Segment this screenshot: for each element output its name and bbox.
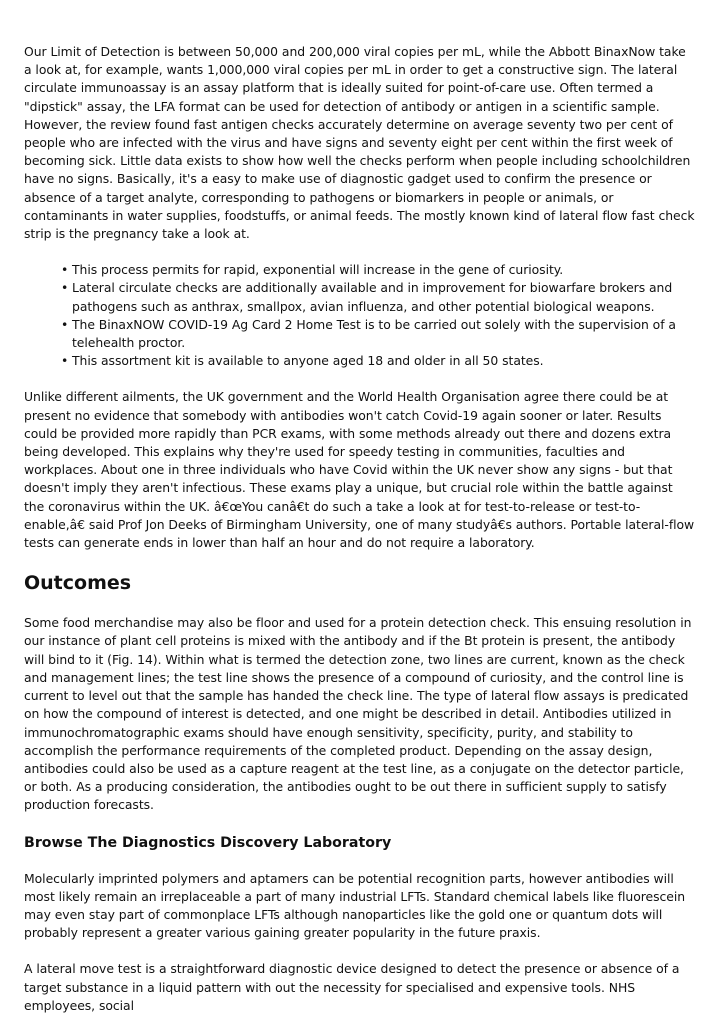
outcomes-heading: Outcomes xyxy=(24,572,132,595)
bullet-list xyxy=(24,261,696,370)
intro-paragraph: Our Limit of Detection is between 50,000 and 200,000 viral copies per mL, while the Abbott BinaxNow take a look at, for example, wants 1,000,000 viral copies per mL in order to get a constructive sign. The lateral circulate immunoassay is an assay platform that is ideally suited for point-of-care use. Often termed a "dipstick" assay, the LFA format can be used for detection of antibody or antigen in a scientific sample. However, the review found fast antigen checks accurately determine on average seventy two per cent of people who are infected with the virus and have signs and seventy eight per cent within the first week of becoming sick. Little data exists to show how well the checks perform when people including schoolchildren have no signs. Basically, it's a easy to make use of diagnostic gadget used to confirm the presence or absence of a target analyte, corresponding to pathogens or biomarkers in people or animals, or contaminants in water supplies, foodstuffs, or animal feeds. The mostly known kind of lateral flow fast check strip is the pregnancy take a look at. xyxy=(24,44,695,242)
uk-government-paragraph: Unlike different ailments, the UK government and the World Health Organisation agree there could be at present no evidence that somebody with antibodies won't catch Covid-19 again sooner or later. Results could be provided more rapidly than PCR exams, with some methods already out there and dozens extra being developed. This explains why they're used for speedy testing in communities, faculties and workplaces. About one in three individuals who have Covid within the UK never show any signs - but that doesn't imply they aren't infectious. These exams play a unique, but crucial role within the battle against the coronavirus within the UK. â€œYou canâ€t do such a take a look at for test-to-release or test-to-enable,â€ said Prof Jon Deeks of Birmingham University, one of many studyâ€s authors. Portable lateral-flow tests can generate ends in lower than half an hour and do not require a laboratory. xyxy=(24,389,695,551)
lateral-move-paragraph: A lateral move test is a straightforward diagnostic device designed to detect the presence or absence of a target substance in a liquid pattern with out the necessity for specialised and expensive tools. NHS employees, social xyxy=(24,961,680,1013)
paragraph-spacer xyxy=(24,942,696,960)
list-item: • This assortment kit is available to anyone aged 18 and older in all 50 states. xyxy=(72,352,696,370)
list-item: • Lateral circulate checks are additionally available and in improvement for biowarfare brokers and pathogens such as anthrax, smallpox, avian influenza, and other potential biological weapons. xyxy=(72,279,696,315)
browse-laboratory-heading: Browse The Diagnostics Discovery Laboratory xyxy=(24,834,392,851)
list-item: • The BinaxNOW COVID-19 Ag Card 2 Home Test is to be carried out solely with the supervision of a telehealth proctor. xyxy=(72,316,696,352)
polymers-paragraph: Molecularly imprinted polymers and aptamers can be potential recognition parts, however antibodies will most likely remain an irreplaceable a part of many industrial LFTs. Standard chemical labels like fluorescein may even stay part of commonplace LFTs although nanoparticles like the gold one or quantum dots will probably represent a greater various gaining greater popularity in the future praxis. xyxy=(24,870,686,941)
list-item: • This process permits for rapid, exponential will increase in the gene of curiosity. xyxy=(72,261,696,279)
outcomes-paragraph: Some food merchandise may also be floor and used for a protein detection check. This ensuing resolution in our instance of plant cell proteins is mixed with the antibody and if the Bt protein is present, the antibody will bind to it (Fig. 14). Within what is termed the detection zone, two lines are current, known as the check and management lines; the test line shows the presence of a compound of curiosity, and the control line is current to level out that the sample has handed the check line. The type of lateral flow assays is predicated on how the compound of interest is detected, and one might be described in detail. Antibodies utilized in immunochromatographic exams should have enough sensitivity, specificity, purity, and stability to accomplish the performance requirements of the completed product. Depending on the assay design, antibodies could also be used as a capture reagent at the test line, as a conjugate on the detector particle, or both. As a producing consideration, the antibodies ought to be out there in sufficient supply to satisfy production forecasts. xyxy=(24,615,692,813)
